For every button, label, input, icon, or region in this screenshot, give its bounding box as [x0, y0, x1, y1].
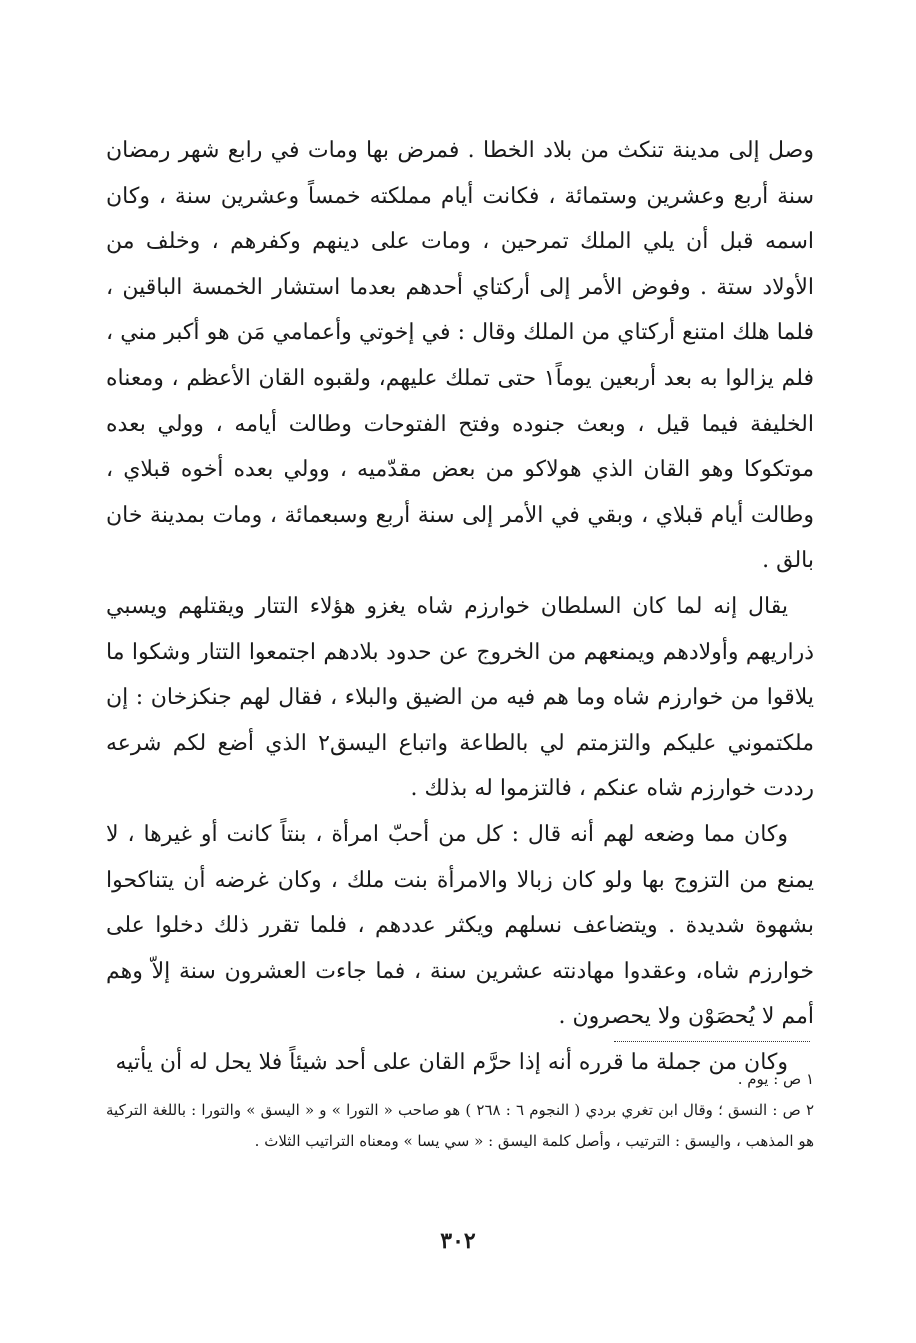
footnote-separator [614, 1041, 810, 1042]
paragraph-3: وكان مما وضعه لهم أنه قال : كل من أحبّ امرأة ، بنتاً كانت أو غيرها ، لا يمنع من التزوج بها ولو كان زبالا والامرأة بنت ملك ، وكان غرضه أن يتناكحوا بشهوة شديدة . ويتضاعف نسلهم ويكثر عددهم ، فلما تقرر ذلك دخلوا على خوارزم شاه، وعقدوا مهادنته عشرين سنة ، فما جاءت العشرون سنة إلاّ وهم أمم لا يُحصَوْن ولا يحصرون . [106, 821, 814, 1030]
main-text [106, 128, 814, 1085]
footnotes [106, 1064, 814, 1157]
paragraph-4: وكان من جملة ما قرره أنه إذا حرَّم القان على أحد شيئاً فلا يحل له أن يأتيه [115, 1049, 788, 1075]
paragraph-2: يقال إنه لما كان السلطان خوارزم شاه يغزو هؤلاء التتار ويقتلهم ويسبي ذراريهم وأولادهم ويمنعهم من الخروج عن حدود بلادهم اجتمعوا التتار وشكوا ما يلاقوا من خوارزم شاه وما هم فيه من الضيق والبلاء ، فقال لهم جنكزخان : إن ملكتموني عليكم والتزمتم لي بالطاعة واتباع اليسق٢ الذي أضع لكم شرعه رددت خوارزم شاه عنكم ، فالتزموا له بذلك . [106, 593, 814, 802]
page-number: ٣٠٢ [440, 1228, 476, 1254]
footnote-2: ٢ ص : النسق ؛ وقال ابن تغري بردي ( النجوم ٦ : ٢٦٨ ) هو صاحب « التورا » و « اليسق » والتورا : باللغة التركية هو المذهب ، واليسق : الترتيب ، وأصل كلمة اليسق : « سي يسا » ومعناه التراتيب الثلاث . [106, 1101, 814, 1150]
paragraph-1: وصل إلى مدينة تنكث من بلاد الخطا . فمرض بها ومات في رابع شهر رمضان سنة أربع وعشرين وستمائة ، فكانت أيام مملكته خمساً وعشرين سنة ، وكان اسمه قبل أن يلي الملك تمرحين ، ومات على دينهم وكفرهم ، وخلف من الأولاد ستة . وفوض الأمر إلى أركتاي أحدهم بعدما استشار الخمسة الباقين ، فلما هلك امتنع أركتاي من الملك وقال : في إخوتي وأعمامي مَن هو أكبر مني ، فلم يزالوا به بعد أربعين يوماً١ حتى تملك عليهم، ولقبوه القان الأعظم ، ومعناه الخليفة فيما قيل ، وبعث جنوده وفتح الفتوحات وطالت أيامه ، وولي بعده موتكوكا وهو القان الذي هولاكو من بعض مقدّميه ، وولي بعده أخوه قبلاي ، وطالت أيام قبلاي ، وبقي في الأمر إلى سنة أربع وسبعمائة ، ومات بمدينة خان بالق . [106, 138, 815, 574]
footnote-1: ١ ص : يوم . [737, 1070, 814, 1088]
